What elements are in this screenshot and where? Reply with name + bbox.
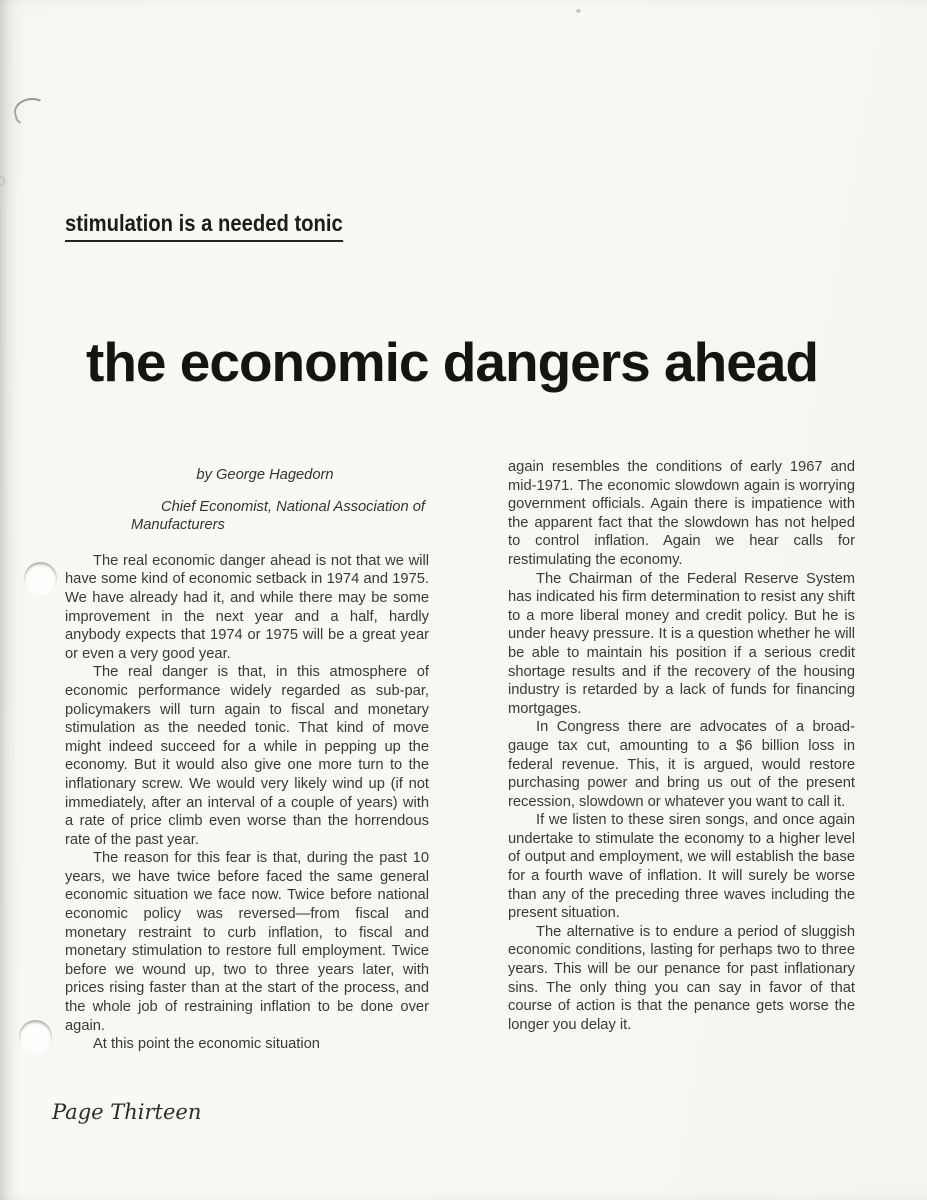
kicker-wrap	[65, 210, 381, 242]
scan-speck	[576, 9, 581, 13]
kicker-text: stimulation is a needed tonic	[65, 210, 343, 242]
article-columns	[0, 458, 927, 1054]
paper-curl-mark	[11, 94, 50, 127]
column-left	[65, 458, 429, 1054]
page-title: the economic dangers ahead	[86, 331, 818, 393]
paragraph-list-left	[65, 552, 429, 1054]
paragraph: again resembles the conditions of early 1967 and mid-1971. The economic slowdown again is worrying government officials. Again there is impatience with the apparent fact that the slowdown has not helped to control inflation. Again we hear calls for restimulating the economy.	[508, 459, 855, 568]
paragraph: If we listen to these siren songs, and once again undertake to stimulate the economy to a higher level of output and employment, we will establish the base for a fourth wave of inflation. It will surely be worse than any of the preceding three waves including the present situation.	[508, 812, 855, 922]
byline: by George Hagedorn	[196, 467, 334, 483]
paragraph: In Congress there are advocates of a broad-gauge tax cut, amounting to a $6 billion loss in federal revenue. This, it is argued, would restore purchasing power and bring us out of the present recession, slowdown or whatever you want to call it.	[508, 719, 855, 810]
paragraph: At this point the economic situation	[93, 1036, 320, 1053]
paragraph: The Chairman of the Federal Reserve System has indicated his firm determination to resist any shift to a more liberal money and credit policy. But he is under heavy pressure. It is a question whether he will be able to maintain his position if a serious credit shortage results and if the recovery of the housing industry is retarded by a lack of funds for financing mortgages.	[508, 570, 855, 717]
paragraph: The real economic danger ahead is not that we will have some kind of economic setback in 1974 and 1975. We have already had it, and while there may be some improvement in the next year and a half, hardly anybody expects that 1974 or 1975 will be a great year or even a very good year.	[65, 552, 429, 662]
column-right	[508, 458, 855, 1054]
paragraph-list-right	[508, 458, 855, 1034]
paragraph: The alternative is to endure a period of sluggish economic conditions, lasting for perhaps two to three years. This will be our penance for past inflationary sins. The only thing you can say in favor of that course of action is that the penance gets worse the longer you delay it.	[508, 923, 855, 1033]
page-number: Page Thirteen	[52, 1100, 202, 1124]
edge-mark	[0, 176, 5, 186]
paragraph: The reason for this fear is that, during the past 10 years, we have twice before faced the same general economic situation we face now. Twice before national economic policy was reversed—from fiscal and monetary restraint to curb inflation, to fiscal and monetary stimulation to restore full employment. Twice before we wound up, two to three years later, with prices rising faster than at the start of the process, and the whole job of restraining inflation to be done over again.	[65, 850, 429, 1034]
author-affiliation: Chief Economist, National Association of Manufacturers	[131, 498, 425, 534]
paragraph: The real danger is that, in this atmosphere of economic performance widely regarded as sub-par, policymakers will turn again to fiscal and monetary stimulation as the needed tonic. That kind of move might indeed succeed for a while in pepping up the economy. But it would also give one more turn to the inflationary screw. We would very likely wind up (if not immediately, after an interval of a couple of years) with a rate of price climb even worse than the horrendous rate of the past year.	[65, 664, 429, 848]
